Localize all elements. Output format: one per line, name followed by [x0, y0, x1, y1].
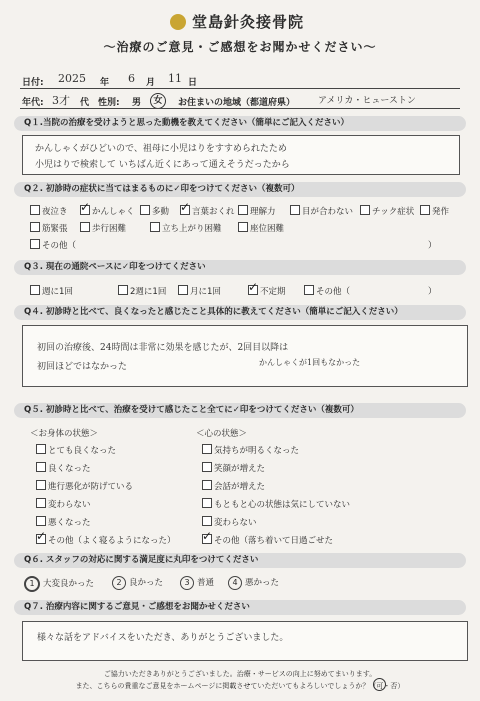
q4-label: Q４. 初診時と比べて、良くなったと感じたこと具体的に教えてください（簡単にご記入ください） — [14, 305, 466, 320]
q6-option-3[interactable]: 3 普通 — [180, 576, 214, 590]
q4-answer-box — [22, 325, 468, 387]
q5-body-option-2[interactable]: 良くなった — [36, 462, 91, 474]
date-label: 日付: — [22, 78, 44, 88]
q6-label: Q６. スタッフの対応に関する満足度に丸印をつけてください — [14, 553, 466, 568]
q6-option-4[interactable]: 4 悪かった — [228, 576, 279, 590]
age-unit: 代 — [80, 98, 90, 108]
age-underline — [20, 108, 460, 109]
q2-option-kanshaku[interactable]: かんしゃく — [80, 205, 135, 217]
footer-thanks: ご協力いただきありがとうございました。治療・サービスの向上に努めてまいります。 — [103, 670, 377, 678]
q3-label: Q３. 現在の通院ペースに✓印をつけてください — [14, 260, 466, 275]
q5-mind-option-other[interactable]: その他（落ち着いて日過ごせた — [202, 534, 333, 546]
q2-option-tic[interactable]: チック症状 — [360, 205, 414, 217]
date-month: 6 — [128, 72, 135, 85]
q2-label: Q２. 初診時の症状に当てはまるものに✓印をつけてください（複数可） — [14, 182, 466, 197]
q6-option-1[interactable]: 1 大変良かった — [24, 576, 94, 592]
q7-answer: 様々な話をアドバイスをいただき、ありがとうございました。 — [37, 633, 289, 643]
q1-answer-line2: 小児はりで検索して いちばん近くにあって通えそうだったから — [35, 160, 290, 170]
q4-answer-line2: 初回ほどではなかった — [37, 362, 128, 372]
q6-option-2[interactable]: 2 良かった — [112, 576, 163, 590]
q2-option-tachiagari[interactable]: 立ち上がり困難 — [150, 222, 222, 234]
q2-option-me[interactable]: 目が合わない — [290, 205, 353, 217]
q5-mind-heading: ＜心の状態＞ — [196, 429, 248, 439]
q1-answer-box — [22, 135, 460, 175]
q3-option-biweekly[interactable]: 2週に1回 — [118, 285, 166, 297]
area-label: お住まいの地域（都道府県） — [178, 98, 296, 108]
q7-label: Q７. 治療内容に関するご意見・ご感想をお聞かせください — [14, 600, 466, 615]
q3-other-close: ） — [428, 287, 437, 297]
q2-option-yonaki[interactable]: 夜泣き — [30, 205, 68, 217]
year-unit: 年 — [100, 78, 110, 88]
q2-option-kinkincho[interactable]: 筋緊張 — [30, 222, 68, 234]
q2-option-hossa[interactable]: 発作 — [420, 205, 449, 217]
age-label: 年代: — [22, 98, 44, 108]
q2-other-close: ） — [428, 241, 437, 251]
clinic-name: 堂島針灸接骨院 — [192, 13, 305, 31]
month-unit: 月 — [146, 78, 156, 88]
age-value: 3才 — [52, 94, 70, 107]
q3-option-monthly[interactable]: 月に1回 — [178, 285, 221, 297]
q2-option-other[interactable]: その他（ — [30, 239, 76, 251]
date-year: 2025 — [58, 72, 86, 85]
q2-option-hoko[interactable]: 歩行困難 — [80, 222, 126, 234]
q5-mind-option-1[interactable]: 気持ちが明るくなった — [202, 444, 299, 456]
q4-answer-line3: かんしゃくが1回もなかった — [259, 358, 361, 367]
q2-kanshaku-checkmark: ✓ — [80, 200, 91, 214]
q5-body-option-3[interactable]: 進行悪化が防げている — [36, 480, 133, 492]
q5-mind-other-checkmark: ✓ — [202, 529, 213, 543]
q5-mind-option-5[interactable]: 変わらない — [202, 516, 257, 528]
q1-label: Q１.当院の治療を受けようと思った動機を教えてください（簡単にご記入ください） — [14, 116, 466, 131]
q5-mind-option-4[interactable]: もともと心の状態は気にしていない — [202, 498, 350, 510]
footer-permission: また、こちらの貴重なご意見をホームページに掲載させていただいてもよろしいでしょうか？（可・否） — [75, 682, 405, 690]
gender-label: 性別: — [98, 98, 120, 108]
q5-mind-option-2[interactable]: 笑顔が増えた — [202, 462, 265, 474]
q5-body-other-checkmark: ✓ — [36, 529, 47, 543]
q5-label: Q５. 初診時と比べて、治療を受けて感じたこと全てに✓印をつけてください（複数可） — [14, 403, 466, 418]
area-value: アメリカ・ヒューストン — [318, 96, 416, 106]
clinic-logo-icon — [170, 14, 186, 30]
gender-female-circled: 女 — [150, 93, 166, 109]
day-unit: 日 — [188, 78, 198, 88]
date-underline — [20, 88, 460, 89]
q2-option-kotoba[interactable]: 言葉おくれ — [180, 205, 235, 217]
q5-body-option-1[interactable]: とても良くなった — [36, 444, 116, 456]
q3-option-irregular[interactable]: 不定期 — [248, 285, 286, 297]
permission-yes-circle — [373, 678, 386, 691]
page-subtitle: 〜治療のご意見・ご感想をお聞かせください〜 — [103, 40, 377, 54]
q5-body-option-4[interactable]: 変わらない — [36, 498, 91, 510]
q2-kotoba-checkmark: ✓ — [180, 200, 191, 214]
q3-option-other[interactable]: その他（ — [304, 285, 350, 297]
q2-option-zai[interactable]: 座位困難 — [238, 222, 284, 234]
q3-option-weekly[interactable]: 週に1回 — [30, 285, 73, 297]
q5-body-option-other[interactable]: その他（よく寝るようになった） — [36, 534, 176, 546]
q7-answer-box — [22, 621, 468, 661]
q2-option-tado[interactable]: 多動 — [140, 205, 169, 217]
q2-option-rikai[interactable]: 理解力 — [238, 205, 276, 217]
q5-body-option-5[interactable]: 悪くなった — [36, 516, 91, 528]
gender-male: 男 — [132, 98, 142, 108]
q5-mind-option-3[interactable]: 会話が増えた — [202, 480, 265, 492]
date-day: 11 — [168, 72, 182, 85]
q1-answer-line1: かんしゃくがひどいので、祖母に小児はりをすすめられたため — [35, 144, 287, 154]
q3-irregular-checkmark: ✓ — [248, 280, 259, 294]
q5-body-heading: ＜お身体の状態＞ — [30, 429, 99, 439]
q4-answer-line1: 初回の治療後、24時間は非常に効果を感じたが、2回目以降は — [37, 343, 289, 353]
